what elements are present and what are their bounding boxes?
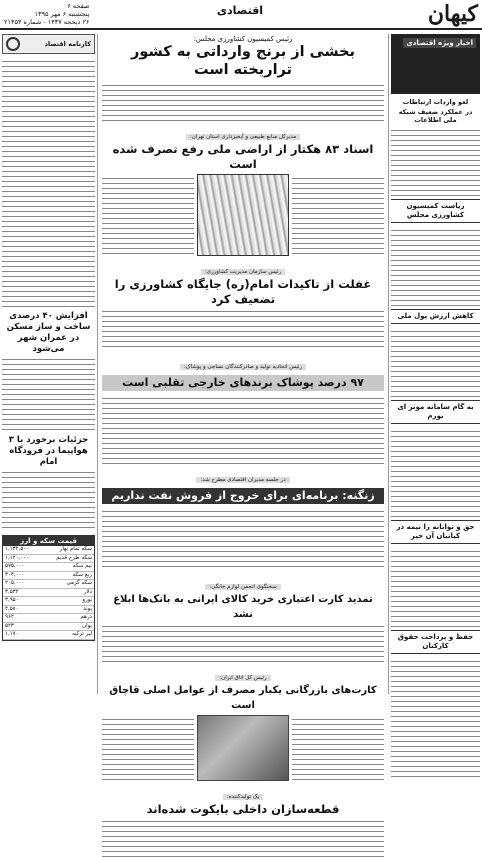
currency-row [3,605,94,614]
right-body-2 [391,226,480,306]
currency-value: ۱,۱۳۲,۵۰۰ [3,546,41,554]
tag-2: رئیس سازمان مدیریت کشاورزی: [201,269,285,275]
badge-label: کارنامه اقتصاد [44,40,91,48]
headline-5: زنگنه: برنامه‌ای برای خروج از فروش نفت نداریم [102,488,384,504]
right-item-head-5: حق و توانانه را نیمه در کیانیان آن خیر [391,520,480,544]
section-badge [2,34,95,54]
body-5 [102,507,384,571]
currency-name: سکه گرمی [41,580,94,589]
currency-row [3,571,94,580]
body-3 [102,307,384,351]
main-column [102,34,384,816]
currency-name: یورو [41,597,94,606]
left-column [2,34,98,694]
currency-value: ۳,۵۳۲ [3,588,41,597]
headline-7: کارت‌های بازرگانی یکبار مصرف از عوامل اصلی قاچاق است [109,685,377,711]
tag-5: سخنگوی انجمن لوازم خانگی: [205,584,280,590]
right-body-5 [391,547,480,627]
right-item-head-1: لغو واردات ارتباطات [402,98,469,106]
snow-landscape-photo [197,174,289,256]
currency-value: ۱,۱۷۰ [3,631,41,640]
currency-name: نیم سکه [41,563,94,572]
right-body-6 [391,657,480,777]
body-2a [292,174,384,256]
body-8 [102,817,384,857]
currency-value: ۱,۱۲۰,۰۰۰ [3,554,41,563]
currency-value: ۹۶۲ [3,614,41,623]
currency-name: سکه تمام بهار [41,546,94,554]
right-item-head-3: کاهش ارزش پول ملی [391,309,480,324]
currency-value: ۳۰۴,۰۰۰ [3,571,41,580]
page-number: صفحه ۶ [67,2,90,10]
issue-date: پنجشنبه ۶ مهر ۱۳۹۵ [34,10,90,18]
currency-table [2,535,95,641]
body-1 [102,81,384,121]
right-item-head-4: به گام سامانه موثر ای نورم [391,400,480,424]
right-body-1 [391,126,480,196]
headline-3: غفلت از تاکیدات امام(ره) جایگاه کشاورزی را تضعیف کرد [114,277,372,306]
currency-value: ۵۷۵,۰۰۰ [3,563,41,572]
tag-1: مدیرکل منابع طبیعی و آبخیزداری استان تهران: [186,134,300,140]
headline-6: تمدید کارت اعتباری خرید کالای ایرانی به بانک‌ها ابلاغ نشد [113,594,373,620]
masthead [0,0,482,30]
left-story-head-1: افزایش ۴۰ درصدی ساخت و ساز مسکن در عمران شهر می‌شود [6,311,91,354]
section-title: اقتصادی [216,4,264,17]
newspaper-logo: کیهان [427,1,478,27]
currency-value: ۳,۹۵۰ [3,597,41,606]
currency-value: ۴,۵۸۰ [3,605,41,614]
featured-news-box [391,34,480,94]
left-story-head-2: جزئیات برخورد با ۳ هواپیما در فرودگاه امام [8,435,89,467]
right-item-head-2: ریاست کمیسیون کشاورزی مجلس [391,199,480,223]
headline-1: بخشی از برنج وارداتی به کشور تراریخته است [131,44,355,78]
body-2b [102,174,194,256]
currency-name: یوان [41,622,94,631]
currency-row [3,554,94,563]
currency-name: سکه طرح قدیم [41,554,94,563]
tag-3: رئیس اتحادیه تولید و صادرکنندگان نساجی و پوشاک: [180,364,306,370]
left-body-1 [2,57,95,307]
currency-title: قیمت سکه و ارز [3,536,94,546]
currency-rates [3,546,94,640]
right-column [388,34,480,694]
body-6 [102,622,384,662]
currency-row [3,588,94,597]
currency-row [3,580,94,589]
tag-6: رئیس کل اتاق ایران: [215,675,270,681]
body-7a [292,715,384,781]
currency-name: درهم [41,614,94,623]
right-body-3 [391,327,480,397]
news-label: اخبار ویژه اقتصادی [403,38,476,48]
tag-7: یک تولیدکننده: [223,794,263,800]
currency-row [3,597,94,606]
left-body-2 [2,355,95,431]
currency-row [3,622,94,631]
currency-name: ربع سکه [41,571,94,580]
currency-name: پوند [41,605,94,614]
left-body-3 [2,468,95,532]
currency-row [3,563,94,572]
currency-value: ۵۲۳ [3,622,41,631]
page-meta [4,2,89,26]
currency-row [3,614,94,623]
emblem-icon [6,37,20,51]
headline-8: قطعه‌سازان داخلی بایکوت شده‌اند [146,802,340,816]
issue-number: ۲۶ ذیحجه ۱۴۳۷ - شماره ۲۱۴۵۴ [4,18,90,26]
speaker-portrait-photo [197,715,289,781]
right-body-4 [391,427,480,517]
currency-name: لیر ترکیه [41,631,94,640]
currency-name: دلار [41,588,94,597]
currency-row [3,546,94,554]
currency-value: ۲۰۵,۰۰۰ [3,580,41,589]
tag-4: در جلسه مدیران اقتصادی مطرح شد: [196,477,289,483]
right-item-head-6: حفظ و پرداخت حقوق کارکنان [391,630,480,654]
currency-row [3,631,94,640]
body-7b [102,715,194,781]
headline-2: اسناد ۸۳ هکتار از اراضی ملی رفع تصرف شده است [112,142,374,171]
headline-4: ۹۷ درصد پوشاک برندهای خارجی تقلبی است [102,375,384,391]
kicker-1: رئیس کمیسیون کشاورزی مجلس: [193,35,293,43]
body-4 [102,394,384,464]
right-item-sub-1: در عملکرد ضعیف شبکه ملی اطلاعات [398,108,473,124]
